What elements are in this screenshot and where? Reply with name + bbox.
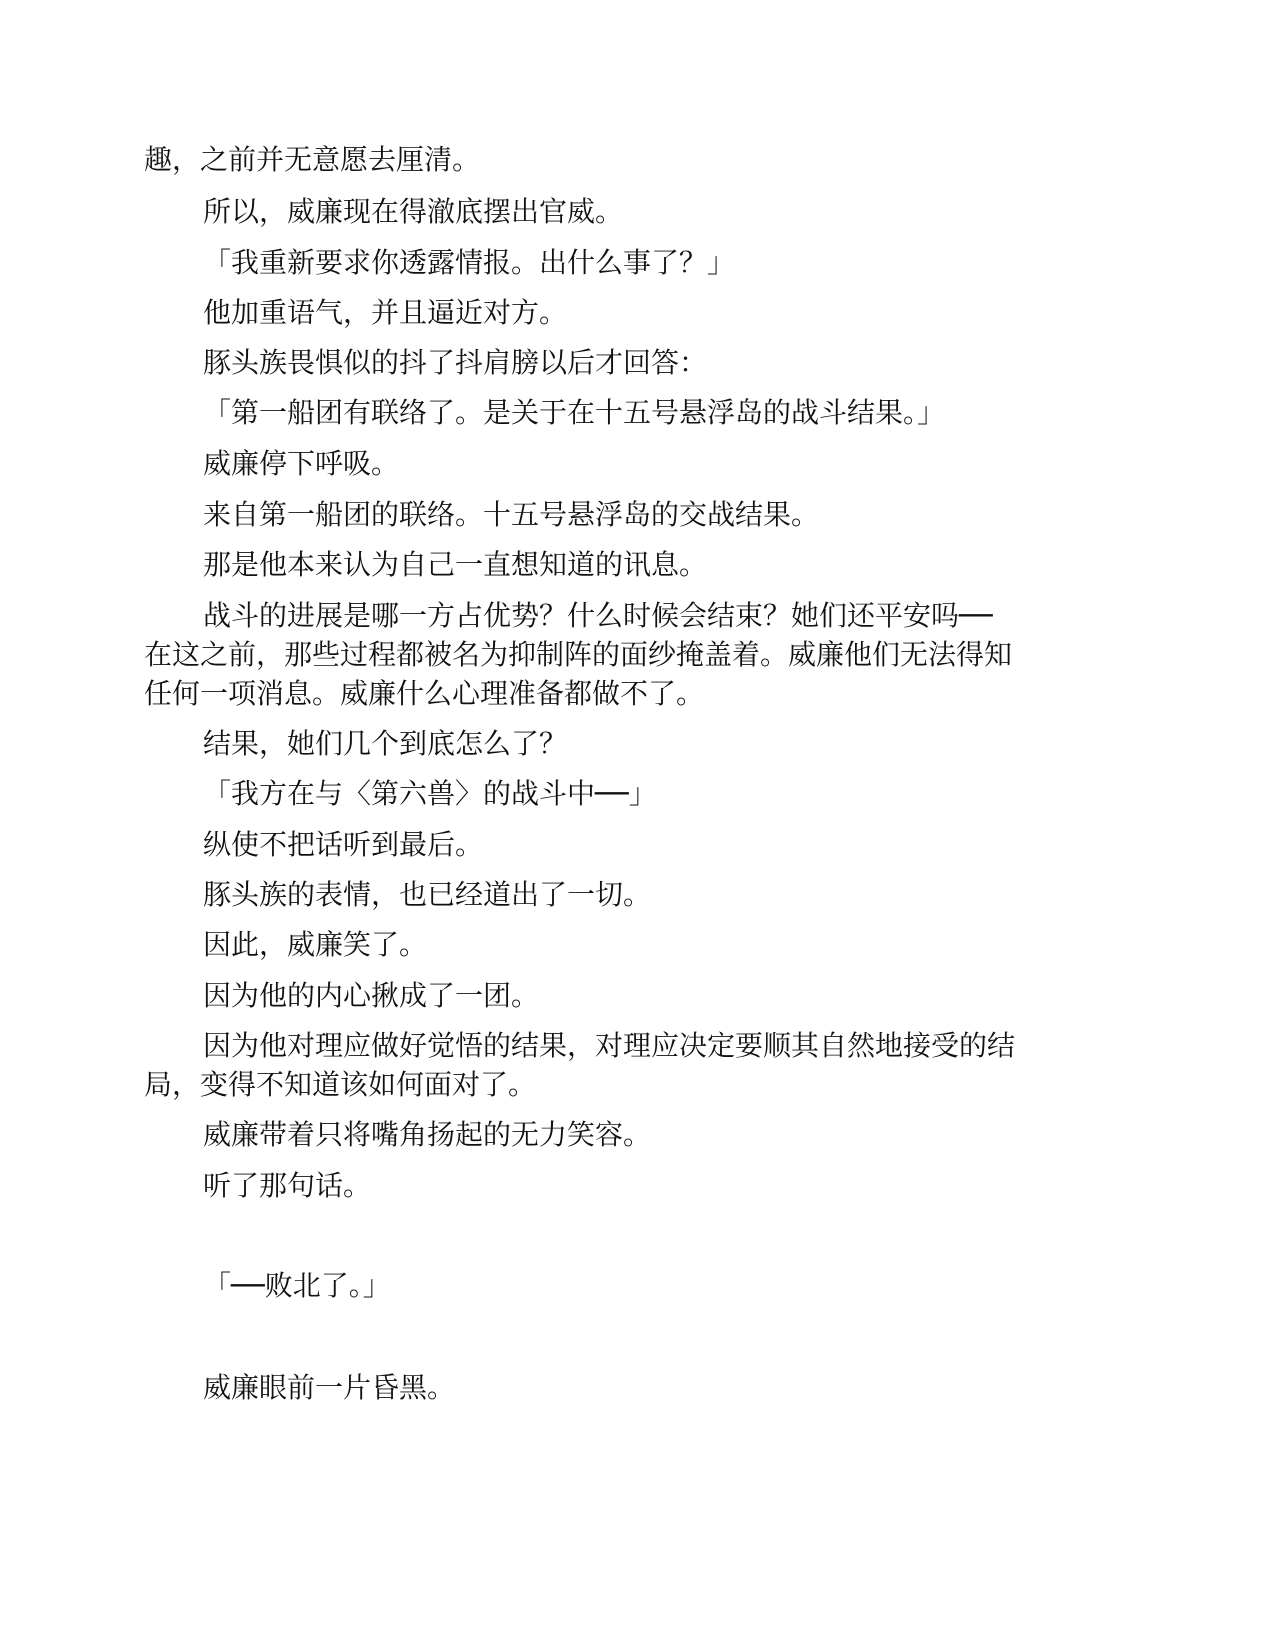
text-line: 听了那句话。 (203, 1169, 372, 1202)
text-line: 来自第一船团的联络。十五号悬浮岛的交战结果。 (203, 498, 820, 531)
dialogue-line: 「我重新要求你透露情报。出什么事了？」 (203, 246, 736, 279)
dialogue-line: 「第一船团有联络了。是关于在十五号悬浮岛的战斗结果。」 (203, 396, 946, 429)
text-line: 局，变得不知道该如何面对了。 (144, 1068, 537, 1101)
text-line: 任何一项消息。威廉什么心理准备都做不了。 (144, 677, 705, 710)
text-line: 结果，她们几个到底怎么了？ (203, 727, 568, 760)
text-line: 他加重语气，并且逼近对方。 (203, 296, 568, 329)
dialogue-line: 「──败北了。」 (203, 1269, 391, 1302)
text-line: 因为他的内心揪成了一团。 (203, 979, 540, 1012)
text-line: 纵使不把话听到最后。 (203, 828, 484, 861)
text-line: 威廉停下呼吸。 (203, 447, 400, 480)
dialogue-line: 「我方在与〈第六兽〉的战斗中──」 (203, 777, 657, 810)
text-line: 因为他对理应做好觉悟的结果，对理应决定要顺其自然地接受的结 (203, 1029, 1016, 1062)
text-line: 威廉眼前一片昏黑。 (203, 1371, 456, 1404)
text-line: 战斗的进展是哪一方占优势？什么时候会结束？她们还平安吗── (203, 599, 993, 632)
text-line: 所以，威廉现在得澈底摆出官威。 (203, 195, 624, 228)
text-line: 在这之前，那些过程都被名为抑制阵的面纱掩盖着。威廉他们无法得知 (144, 638, 1013, 671)
text-line: 威廉带着只将嘴角扬起的无力笑容。 (203, 1118, 652, 1151)
text-line: 那是他本来认为自己一直想知道的讯息。 (203, 548, 708, 581)
text-line: 豚头族畏惧似的抖了抖肩膀以后才回答： (203, 346, 708, 379)
text-line: 豚头族的表情，也已经道出了一切。 (203, 878, 652, 911)
text-line: 趣，之前并无意愿去厘清。 (144, 143, 481, 176)
text-line: 因此，威廉笑了。 (203, 928, 428, 961)
